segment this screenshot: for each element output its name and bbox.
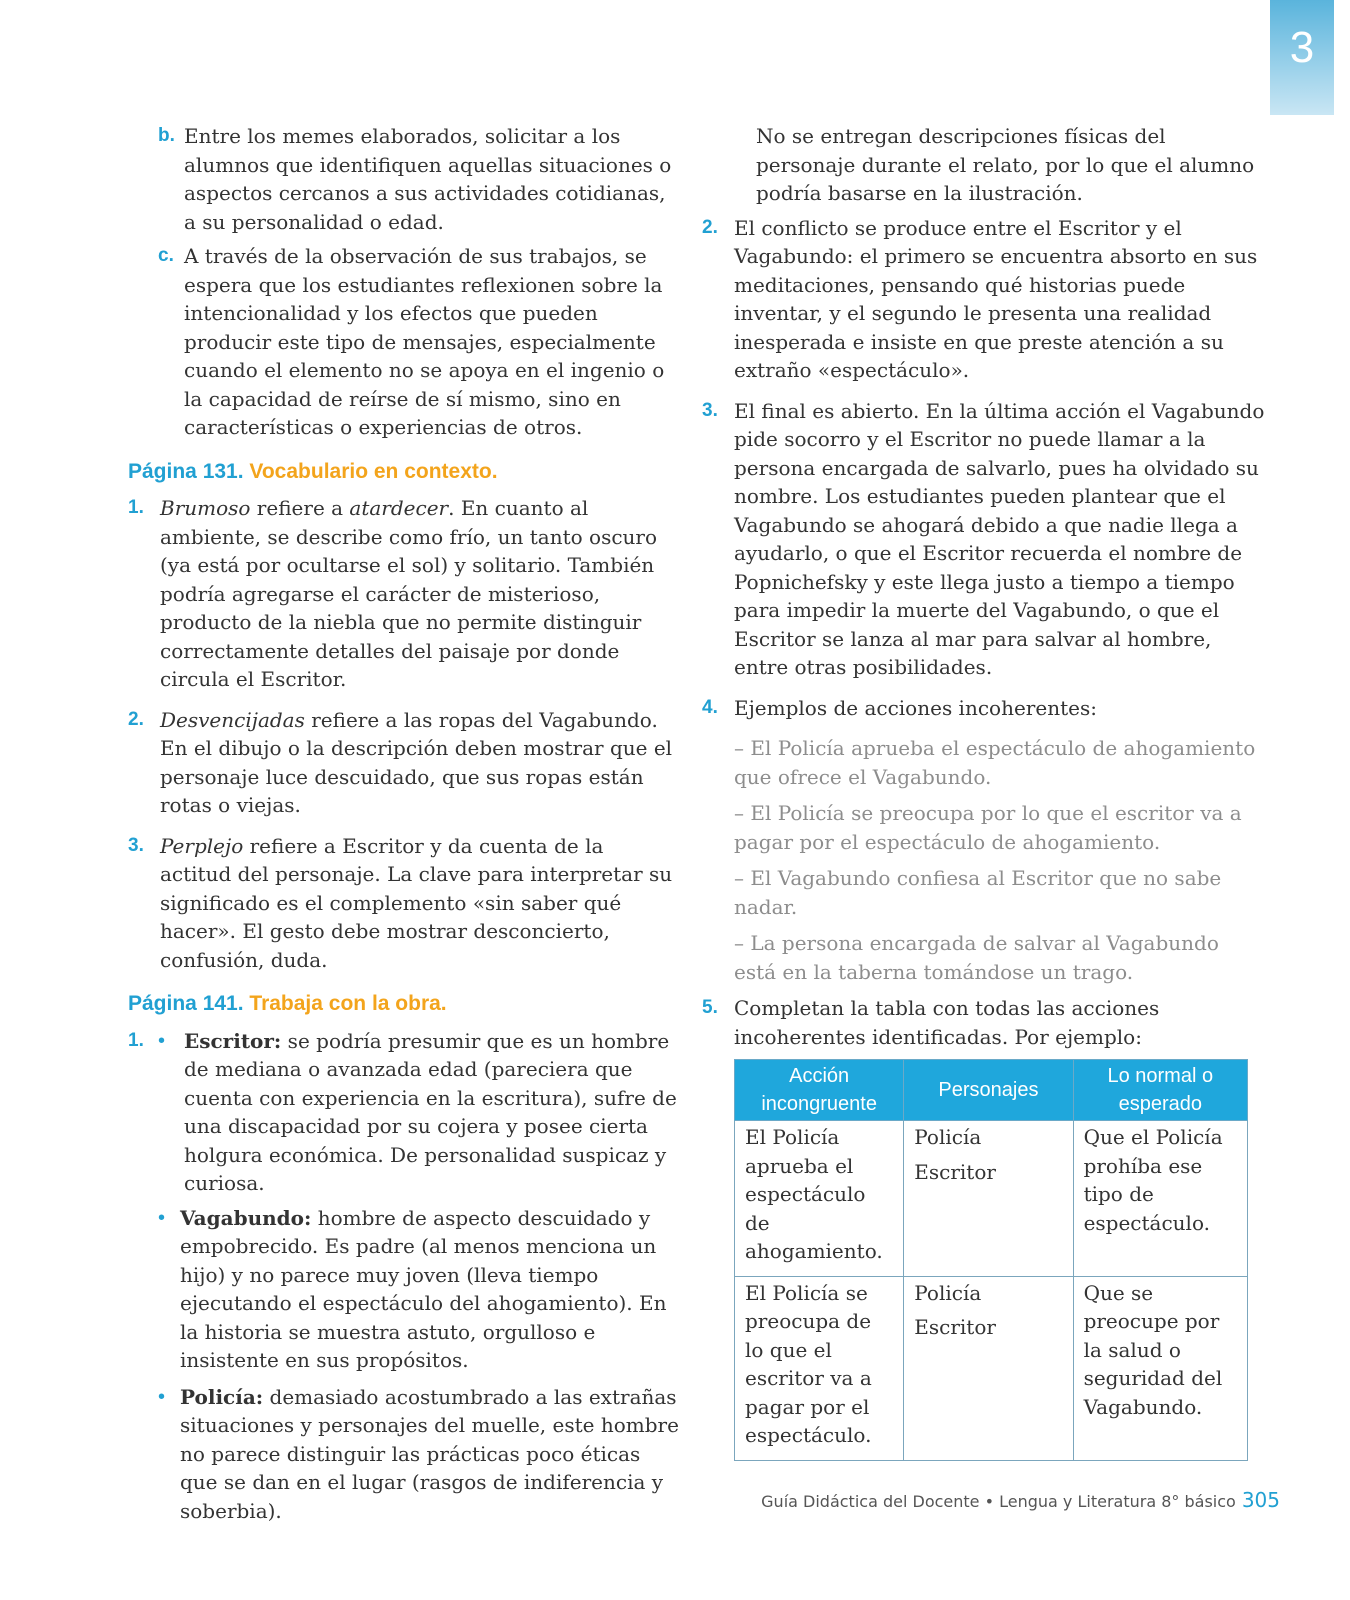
section-heading (128, 990, 680, 1019)
continued-text (714, 122, 1266, 208)
list-item (702, 994, 1266, 1051)
example-line: – El Vagabundo confiesa al Escritor que no sabe nadar. (734, 866, 1222, 919)
item-text: El conflicto se produce entre el Escritor y el Vagabundo: el primero se encuentra absorto en sus meditaciones, pensando qué historias puede inventar, y el segundo le presenta una realidad inesperada e insiste en que preste atención a su extraño «espectáculo». (734, 215, 1258, 382)
item-number: 4. (702, 696, 718, 718)
bullet-icon: • (158, 1206, 166, 1229)
example-line: – El Policía se preocupa por lo que el escritor va a pagar por el espectáculo de ahogamiento. (734, 801, 1242, 854)
item-text: refiere a Escritor y da cuenta de la actitud del personaje. La clave para interpretar su significado es el complemento «sin saber qué hacer». El gesto debe mostrar desconcierto, confusión, duda. (160, 833, 673, 972)
bullet-icon: • (158, 1029, 166, 1052)
vocab-word: Perplejo (160, 833, 244, 858)
character-name: Policía (914, 1125, 982, 1149)
bullet-text: se podría presumir que es un hombre de mediana o avanzada edad (pareciera que cuenta con experiencia en la escritura), sufre de una discapacidad por su cojera y posee cierta holgura económica. De personalidad suspicaz y curiosa. (184, 1028, 677, 1195)
table-row (735, 1121, 1248, 1277)
section-heading (128, 458, 680, 487)
item-number: 2. (702, 216, 718, 238)
section-title: Vocabulario en contexto. (249, 459, 498, 483)
item-number: 3. (702, 399, 718, 421)
left-column (128, 122, 680, 1533)
bullet-item (128, 1204, 680, 1375)
vocab-word: Brumoso (160, 496, 251, 520)
table-header: Acción incongruente (735, 1060, 904, 1121)
item-text: No se entregan descripciones físicas del personaje durante el relato, por lo que el alumno podría basarse en la ilustración. (756, 124, 1255, 205)
example-line: – La persona encargada de salvar al Vagabundo está en la taberna tomándose un trago. (734, 931, 1219, 984)
right-column (702, 122, 1266, 1461)
bullet-term: Vagabundo: (180, 1205, 312, 1230)
table-cell: Que se preocupe por la salud o seguridad del Vagabundo. (1073, 1276, 1247, 1460)
item-text: refiere a las ropas del Vagabundo. En el dibujo o la descripción deben mostrar que el personaje luce descuidado, que sus ropas están rotas o viejas. (160, 707, 673, 817)
bullet-term: Escritor: (184, 1028, 282, 1053)
item-text: refiere a (250, 496, 350, 520)
item-text: . En cuanto al ambiente, se describe como frío, un tanto oscuro (ya está por ocultarse el sol) y solitario. También podría agregarse el carácter de misterioso, producto de la niebla que no permite distinguir correctamente detalles del paisaje por donde circula el Escritor. (160, 496, 658, 691)
list-item (702, 214, 1266, 385)
item-number: 3. (128, 834, 144, 856)
bullet-term: Policía: (180, 1384, 264, 1409)
bullet-text: hombre de aspecto descuidado y empobrecido. Es padre (al menos menciona un hijo) y no parece muy joven (lleva tiempo ejecutando el espectáculo del ahogamiento). En la historia se muestra astuto, orgulloso e insistente en sus propósitos. (180, 1205, 667, 1372)
item-number: 1. (128, 1029, 144, 1051)
table-cell (904, 1121, 1073, 1277)
section-title: Trabaja con la obra. (249, 992, 447, 1015)
list-item (128, 706, 680, 820)
table-cell: Que el Policía prohíba ese tipo de espectáculo. (1073, 1121, 1247, 1277)
item-c (128, 242, 680, 442)
list-item (702, 397, 1266, 682)
list-item (702, 694, 1266, 723)
vocab-word: Desvencijadas (160, 707, 305, 732)
chapter-tab: 3 (1270, 0, 1334, 115)
page-footer (761, 1488, 1280, 1512)
item-text: Ejemplos de acciones incoherentes: (734, 695, 1097, 720)
table-row (735, 1276, 1248, 1460)
example-line: – El Policía aprueba el espectáculo de ahogamiento que ofrece el Vagabundo. (734, 736, 1256, 789)
list-item (128, 494, 680, 694)
item-text: Entre los memes elaborados, solicitar a los alumnos que identifiquen aquellas situaciones o aspectos cercanos a sus actividades cotidianas, a su personalidad o edad. (184, 124, 672, 234)
bullet-item (128, 1383, 680, 1526)
table-cell (904, 1276, 1073, 1460)
list-item (128, 1027, 680, 1198)
character-name: Escritor (914, 1159, 996, 1184)
character-name: Policía (914, 1280, 982, 1305)
bullet-text: demasiado acostumbrado a las extrañas situaciones y personajes del muelle, este hombre no parece distinguir las prácticas poco éticas que se dan en el lugar (rasgos de indiferencia y soberbia). (180, 1384, 679, 1523)
section-page-ref: Página 141. (128, 992, 244, 1015)
list-item (128, 832, 680, 975)
table-header: Personajes (904, 1060, 1073, 1121)
item-text: El final es abierto. En la última acción el Vagabundo pide socorro y el Escritor no puede llamar a la persona encargada de salvarlo, pues ha olvidado su nombre. Los estudiantes pueden plantear que el Vagabundo se ahogará debido a que nadie llega a ayudarlo, o que el Escritor recuerda el nombre de Popnichefsky y este llega justo a tiempo a tiempo para impedir la muerte del Vagabundo, o que el Escritor se lanza al mar para salvar al hombre, entre otras posibilidades. (734, 398, 1265, 679)
item-number: 5. (702, 997, 718, 1018)
item-letter: b. (158, 125, 175, 146)
table-header-row (735, 1060, 1248, 1121)
footer-text: Guía Didáctica del Docente • Lengua y Literatura 8° básico (761, 1492, 1236, 1511)
bullet-icon: • (158, 1385, 166, 1408)
item-letter: c. (158, 245, 174, 266)
item-number: 1. (128, 497, 144, 518)
item-text: A través de la observación de sus trabajos, se espera que los estudiantes reflexionen sobre la intencionalidad y los efectos que pueden producir este tipo de mensajes, especialmente cuando el elemento no se apoya en el ingenio o la capacidad de reírse de sí mismo, sino en características o experiencias de otros. (184, 244, 665, 439)
table-cell: El Policía se preocupa de lo que el escritor va a pagar por el espectáculo. (735, 1276, 904, 1460)
actions-table (734, 1059, 1248, 1461)
item-text: Completan la tabla con todas las acciones incoherentes identificadas. Por ejemplo: (734, 996, 1160, 1049)
character-name: Escritor (914, 1315, 996, 1339)
vocab-word: atardecer (349, 496, 449, 520)
item-number: 2. (128, 708, 144, 730)
page-number: 305 (1241, 1488, 1280, 1512)
item-b (128, 122, 680, 236)
section-page-ref: Página 131. (128, 459, 244, 483)
table-header: Lo normal o esperado (1073, 1060, 1247, 1121)
table-cell: El Policía aprueba el espectáculo de ahogamiento. (735, 1121, 904, 1277)
